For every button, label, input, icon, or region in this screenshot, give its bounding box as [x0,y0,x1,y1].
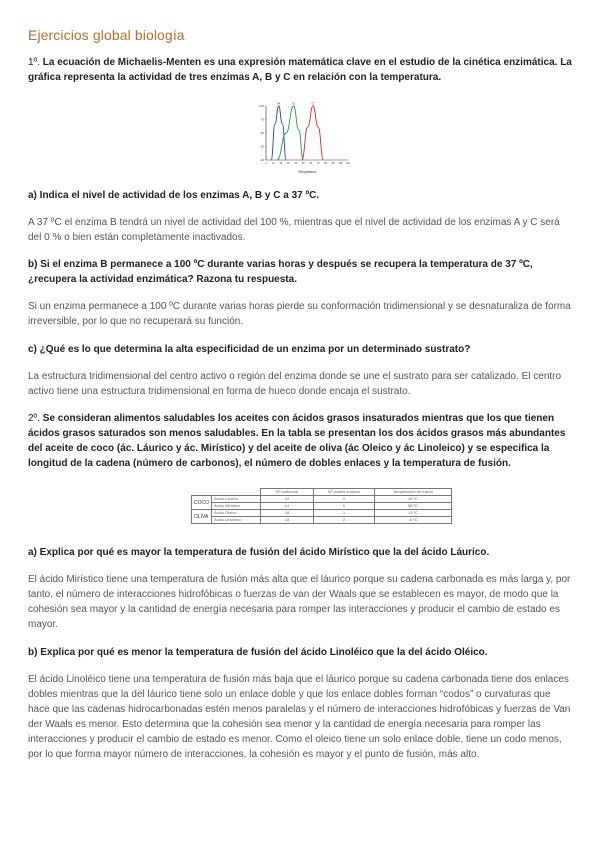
question-1c [28,342,572,357]
answer-1a [28,215,572,245]
question-text: b) Si el enzima B permanece a 100 ºC durante varias horas y después se recupera la temperatura de 37 ºC, ¿recupera la actividad enzimática? Razona tu respuesta. [28,259,533,285]
melting-temp-cell: -5 ºC [375,517,452,524]
series-line-a [271,106,286,160]
question-2b [28,645,572,660]
double-bonds-cell: 2 [314,517,375,524]
question-2a [28,545,572,560]
series-line-b [277,106,303,160]
answer-1c [28,369,572,399]
col-header-double-bonds: Nº dobles enlaces [314,489,375,496]
acid-name: Ácido Mirístico [212,503,261,510]
x-tick-label: 30 [287,162,290,165]
table-row [192,510,452,517]
melting-temp-cell: 13 ºC [375,510,452,517]
carbons-cell: 12 [261,496,314,503]
acid-name: Ácido Oleico [212,510,261,517]
page-title: Ejercicios global biología [28,27,185,43]
x-tick-label: 80 [324,162,327,165]
x-tick-label: 90 [331,162,335,165]
answer-text: A 37 ºC el enzima B tendrá un nivel de actividad del 100 %, mientras que el nivel de actividad de los enzimas A y C será del 0 % o bien están completamente inactivados. [28,217,560,243]
answer-text: Si un enzima permanece a 100 ºC durante varias horas pierde su conformación tridimensional y se desnaturaliza de forma irreversible, por lo que no recuperará su función. [28,301,571,327]
series-label-a: A [277,100,281,106]
y-tick-label: 10 [260,158,264,162]
answer-text: El ácido Mirístico tiene una temperatura de fusión más alta que el láurico porque su cadena carbonada es más larga y, por tanto, el número de interacciones hidrofóbicas o fuerzas de van der Waals que se establecen es mayor, de modo que la cohesión sea mayor y la cantidad de energía necesaria para romper las interacciones y producir el cambio de estado es mayor. [28,574,571,630]
carbons-cell: 18 [261,517,314,524]
group-label: COCO [192,496,212,510]
x-tick-label: 100 [338,162,343,165]
answer-2a [28,572,572,632]
question-1b [28,257,572,287]
acid-name: Ácido Linoleico [212,517,261,524]
melting-temp-cell: 58 ºC [375,503,452,510]
x-tick-label: 20 [279,162,283,165]
x-tick-label: 50 [301,162,305,165]
col-header-melting-temp: Temperatura de fusión [375,489,452,496]
answer-2b [28,672,572,762]
fatty-acids-table [191,488,452,524]
double-bonds-cell: 0 [314,496,375,503]
table-row [192,517,452,524]
x-tick-label: 60 [309,162,313,165]
x-tick-label: 70 [316,162,320,165]
y-tick-label: 100 [258,104,264,108]
question-text: La ecuación de Michaelis-Menten es una expresión matemática clave en el estudio de la cinética enzimática. La gráfica representa la actividad de tres enzimas A, B y C en relación con la temperatura. [28,57,572,83]
question-text: a) Explica por qué es mayor la temperatura de fusión del ácido Mirístico que la del ácido Láurico. [28,547,490,558]
y-tick-label: 75 [260,117,264,122]
question-number: 2º. [28,413,40,424]
question-number: 1º. [28,57,40,68]
melting-temp-cell: 44 ºC [375,496,452,503]
carbons-cell: 18 [261,510,314,517]
table-row [192,496,452,503]
x-axis-label: Temperatura [298,170,316,174]
series-label-c: C [311,100,315,106]
answer-text: El ácido Linoléico tiene una temperatura de fusión más baja que el láurico porque su cadena carbonada tiene dos enlaces dobles mientras que la del láurico tiene solo un enlace doble y que los enlace dobles forman “codos” o curvaturas que hace que las cadenas hidrocarbonadas estén menos paralelas y el número de interacciones hidrofóbicas y fuerzas de Van der Waals es menor. Esto determina que la cohesión sea menor y la cantidad de energía necesaria para romper las interacciones y producir el cambio de estado es menor. Como el oleico tiene un solo enlace doble, tiene un codo menos, por lo que forma mayor número de interacciones, la cohesión es mayor y el punto de fusión, más alto. [28,674,571,760]
question-1 [28,55,572,85]
series-label-b: B [292,100,295,106]
y-tick-label: 50 [260,131,264,135]
double-bonds-cell: 1 [314,510,375,517]
question-2 [28,411,572,471]
y-tick-label: 25 [260,144,264,149]
chart-svg [252,100,352,180]
question-text: Se consideran alimentos saludables los aceites con ácidos grasos insaturados mientras que los que tienen ácidos grasos saturados son menos saludables. En la tabla se presentan los dos ácidos grasos más abundantes del aceite de coco (ác. Láurico y ác. Mirístico) y del aceite de oliva (ác Oleico y ác Linoleico) y se especifica la longitud de la cadena (número de carbonos), el número de dobles enlaces y la temperatura de fusión. [28,413,566,469]
x-tick-label: 40 [294,162,298,165]
carbons-cell: 14 [261,503,314,510]
question-1a [28,188,572,203]
table-row [192,503,452,510]
answer-1b [28,299,572,329]
question-text: a) Indica el nivel de actividad de los enzimas A, B y C a 37 ºC. [28,190,320,201]
double-bonds-cell: 0 [314,503,375,510]
x-tick-label: 10 [272,162,275,165]
acid-name: Ácido Láurico [212,496,261,503]
question-text: c) ¿Qué es lo que determina la alta especificidad de un enzima por un determinado sustrato? [28,344,471,355]
col-header-carbons: Nº carbonos [261,489,314,496]
table-header-row [192,489,452,496]
answer-text: La estructura tridimensional del centro activo o región del enzima donde se une el sustrato para ser catalizado. El centro activo tiene una estructura tridimensional en forma de hueco donde encaja el sustrato. [28,371,562,397]
x-tick-label: 0 [265,162,267,165]
group-label: OLIVA [192,510,212,524]
series-line-c [302,106,324,160]
enzyme-activity-chart [252,100,352,180]
question-text: b) Explica por qué es menor la temperatura de fusión del ácido Linoléico que la del ácido Oléico. [28,647,488,658]
x-tick-label: 110 [346,162,350,165]
